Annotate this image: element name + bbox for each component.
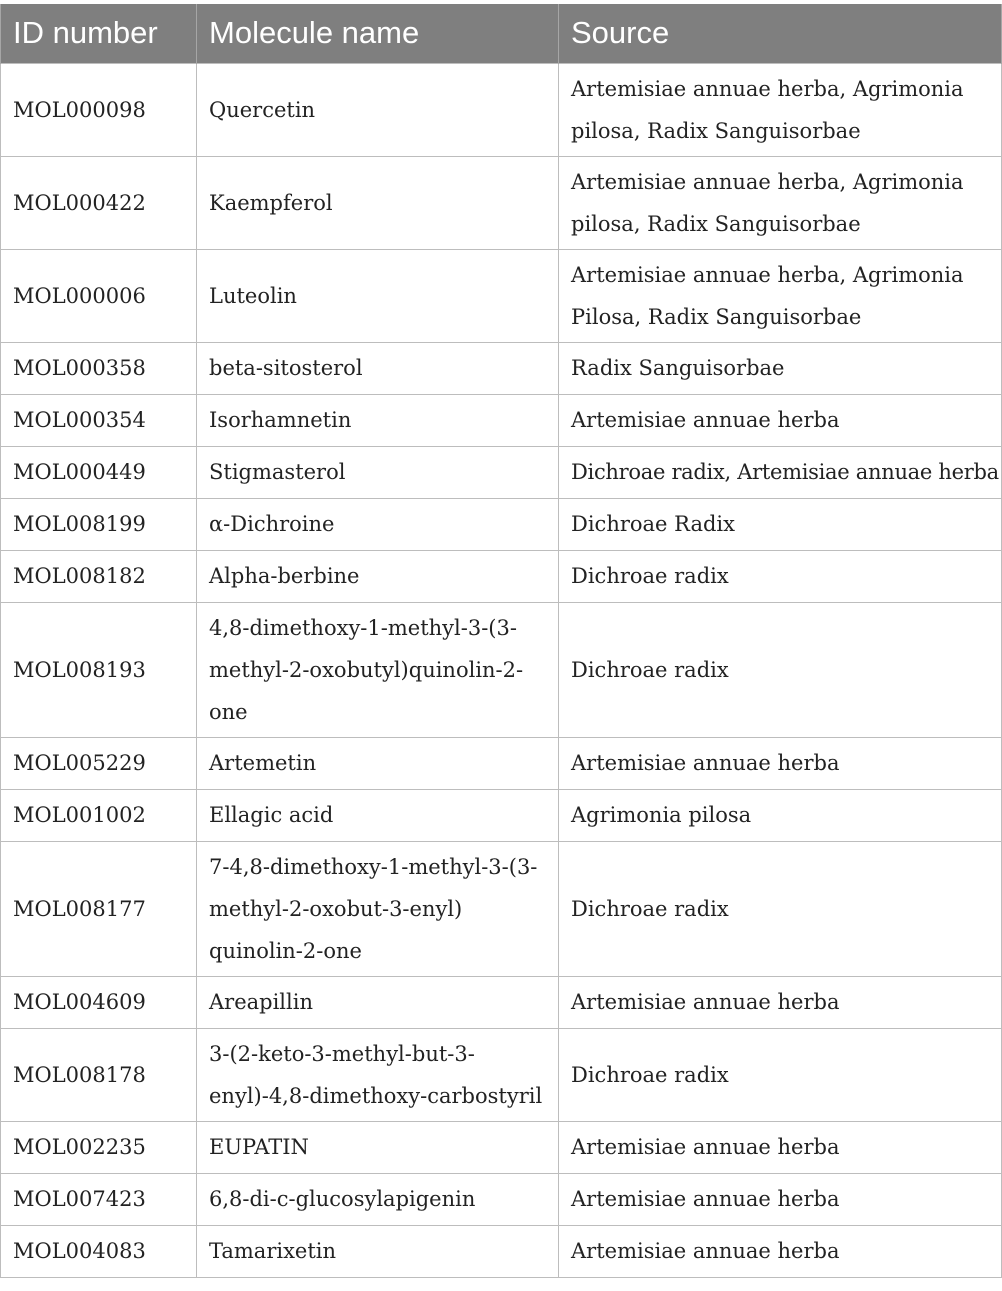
table-row: [1, 976, 1002, 1028]
cell-molecule-name: α-Dichroine: [197, 498, 559, 550]
cell-source: Dichroae radix: [559, 602, 1002, 737]
table-row: [1, 156, 1002, 249]
cell-molecule-name: EUPATIN: [197, 1121, 559, 1173]
cell-id: MOL005229: [1, 737, 197, 789]
cell-molecule-name: Artemetin: [197, 737, 559, 789]
table-row: [1, 498, 1002, 550]
cell-molecule-name: Ellagic acid: [197, 789, 559, 841]
cell-id: MOL004609: [1, 976, 197, 1028]
cell-source: Dichroae radix: [559, 1028, 1002, 1121]
cell-id: MOL008193: [1, 602, 197, 737]
table-row: [1, 342, 1002, 394]
table-row: [1, 602, 1002, 737]
cell-id: MOL004083: [1, 1225, 197, 1277]
cell-source: Agrimonia pilosa: [559, 789, 1002, 841]
cell-molecule-name: 4,8-dimethoxy-1-methyl-3-(3-methyl-2-oxobutyl)quinolin-2-one: [197, 602, 559, 737]
cell-molecule-name: Luteolin: [197, 249, 559, 342]
cell-id: MOL001002: [1, 789, 197, 841]
header-source: Source: [559, 4, 1002, 63]
cell-source: Artemisiae annuae herba, Agrimonia pilosa, Radix Sanguisorbae: [559, 63, 1002, 156]
cell-id: MOL008199: [1, 498, 197, 550]
table-row: [1, 1121, 1002, 1173]
cell-id: MOL007423: [1, 1173, 197, 1225]
cell-molecule-name: Tamarixetin: [197, 1225, 559, 1277]
table-row: [1, 737, 1002, 789]
header-row: [1, 4, 1002, 63]
cell-molecule-name: beta-sitosterol: [197, 342, 559, 394]
cell-source: Dichroae radix: [559, 841, 1002, 976]
table-row: [1, 1028, 1002, 1121]
cell-source: Dichroae Radix: [559, 498, 1002, 550]
cell-id: MOL008177: [1, 841, 197, 976]
cell-molecule-name: Alpha-berbine: [197, 550, 559, 602]
cell-id: MOL008182: [1, 550, 197, 602]
cell-source: Artemisiae annuae herba: [559, 394, 1002, 446]
cell-source: Dichroae radix: [559, 550, 1002, 602]
cell-id: MOL000358: [1, 342, 197, 394]
table-body: [1, 63, 1002, 1277]
cell-molecule-name: Isorhamnetin: [197, 394, 559, 446]
cell-source: Artemisiae annuae herba: [559, 976, 1002, 1028]
header-id-number: ID number: [1, 4, 197, 63]
cell-source: Radix Sanguisorbae: [559, 342, 1002, 394]
table-row: [1, 249, 1002, 342]
table-row: [1, 1225, 1002, 1277]
cell-molecule-name: Quercetin: [197, 63, 559, 156]
table-row: [1, 841, 1002, 976]
cell-id: MOL000422: [1, 156, 197, 249]
cell-source: Artemisiae annuae herba, Agrimonia pilosa, Radix Sanguisorbae: [559, 156, 1002, 249]
cell-source: Dichroae radix, Artemisiae annuae herba: [559, 446, 1002, 498]
cell-id: MOL000098: [1, 63, 197, 156]
header-molecule-name: Molecule name: [197, 4, 559, 63]
cell-molecule-name: Stigmasterol: [197, 446, 559, 498]
cell-molecule-name: 3-(2-keto-3-methyl-but-3-enyl)-4,8-dimethoxy-carbostyril: [197, 1028, 559, 1121]
cell-id: MOL000006: [1, 249, 197, 342]
molecule-table: [0, 4, 1002, 1278]
cell-molecule-name: Kaempferol: [197, 156, 559, 249]
cell-molecule-name: 7-4,8-dimethoxy-1-methyl-3-(3-methyl-2-oxobut-3-enyl) quinolin-2-one: [197, 841, 559, 976]
table-header: [1, 4, 1002, 63]
cell-id: MOL008178: [1, 1028, 197, 1121]
cell-id: MOL000354: [1, 394, 197, 446]
table-row: [1, 446, 1002, 498]
table-row: [1, 550, 1002, 602]
cell-source: Artemisiae annuae herba: [559, 1121, 1002, 1173]
table-row: [1, 394, 1002, 446]
cell-source: Artemisiae annuae herba, Agrimonia Pilosa, Radix Sanguisorbae: [559, 249, 1002, 342]
table-row: [1, 1173, 1002, 1225]
cell-molecule-name: Areapillin: [197, 976, 559, 1028]
cell-molecule-name: 6,8-di-c-glucosylapigenin: [197, 1173, 559, 1225]
table-row: [1, 63, 1002, 156]
cell-id: MOL002235: [1, 1121, 197, 1173]
cell-id: MOL000449: [1, 446, 197, 498]
cell-source: Artemisiae annuae herba: [559, 737, 1002, 789]
cell-source: Artemisiae annuae herba: [559, 1225, 1002, 1277]
table-row: [1, 789, 1002, 841]
cell-source: Artemisiae annuae herba: [559, 1173, 1002, 1225]
